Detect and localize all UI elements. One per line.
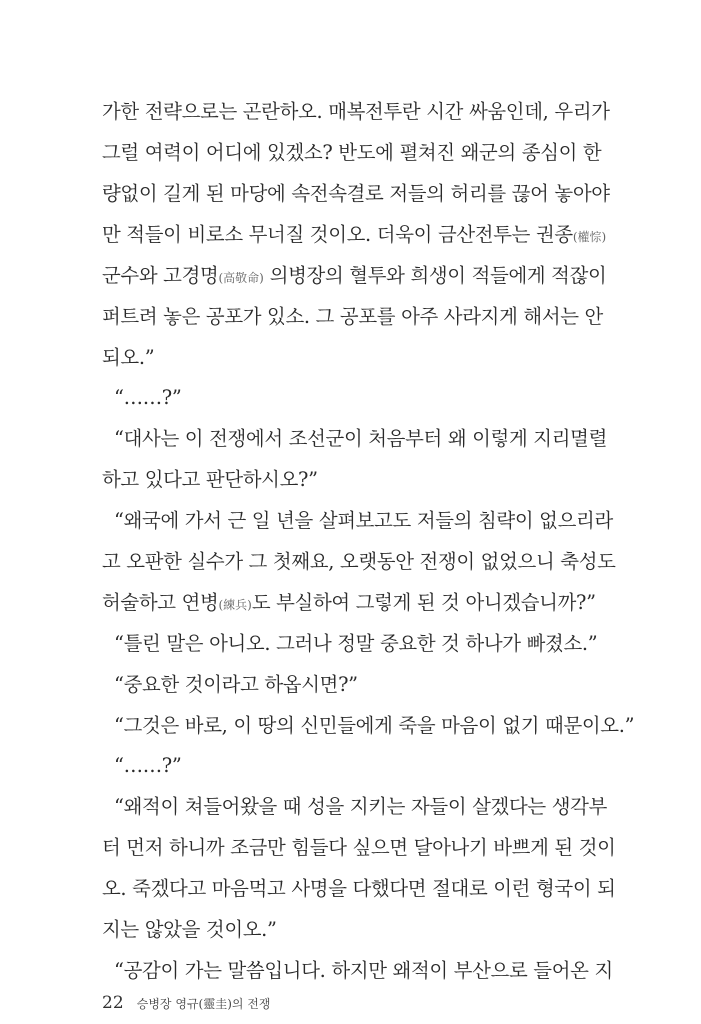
text-line: 만 적들이 비로소 무너질 것이오. 더욱이 금산전투는 권종(權悰) [102,223,607,246]
text-line: “그것은 바로, 이 땅의 신민들에게 죽을 마음이 없기 때문이오.” [114,714,635,737]
hanja-annotation: (練兵) [218,598,252,612]
text-line: 오. 죽겠다고 마음먹고 사명을 다했다면 절대로 이런 형국이 되 [102,877,616,900]
text-line: “왜국에 가서 근 일 년을 살펴보고도 저들의 침략이 없으리라 [114,509,613,532]
text-line: 고 오판한 실수가 그 첫째요, 오랫동안 전쟁이 없었으니 축성도 [102,550,616,573]
running-title: 승병장 영규(靈圭)의 전쟁 [136,997,271,1011]
hanja-annotation: (高敬命) [218,271,264,285]
page-number: 22 [102,993,124,1013]
text-line: 군수와 고경명(高敬命) 의병장의 혈투와 희생이 적들에게 적잖이 [102,264,607,287]
text-line: “왜적이 쳐들어왔을 때 성을 지키는 자들이 살겠다는 생각부 [114,795,608,818]
text-line: 퍼트려 놓은 공포가 있소. 그 공포를 아주 사라지게 해서는 안 [102,305,603,328]
text-line: “……?” [114,386,182,409]
text-line: 지는 않았을 것이오.” [102,918,277,941]
text-line: 되오.” [102,346,155,369]
text-line: “공감이 가는 말씀입니다. 하지만 왜적이 부산으로 들어온 지 [114,959,613,982]
text-line: “……?” [114,754,182,777]
text-line: 가한 전략으로는 곤란하오. 매복전투란 시간 싸움인데, 우리가 [102,100,610,123]
text-line: “중요한 것이라고 하옵시면?” [114,673,358,696]
text-line: “대사는 이 전쟁에서 조선군이 처음부터 왜 이렇게 지리멸렬 [114,427,608,450]
text-line: 량없이 길게 된 마당에 속전속결로 저들의 허리를 끊어 놓아야 [102,182,610,205]
hanja-annotation: (權悰) [572,230,607,244]
page-footer [102,992,270,1014]
text-line: 하고 있다고 판단하시오?” [102,468,318,491]
text-line: “틀린 말은 아니오. 그러나 정말 중요한 것 하나가 빠졌소.” [114,632,598,655]
text-line: 터 먼저 하니까 조금만 힘들다 싶으면 달아나기 바쁘게 된 것이 [102,836,616,859]
text-line: 그럴 여력이 어디에 있겠소? 반도에 펼쳐진 왜군의 종심이 한 [102,141,602,164]
text-line: 허술하고 연병(練兵)도 부실하여 그렇게 된 것 아니겠습니까?” [102,591,596,614]
